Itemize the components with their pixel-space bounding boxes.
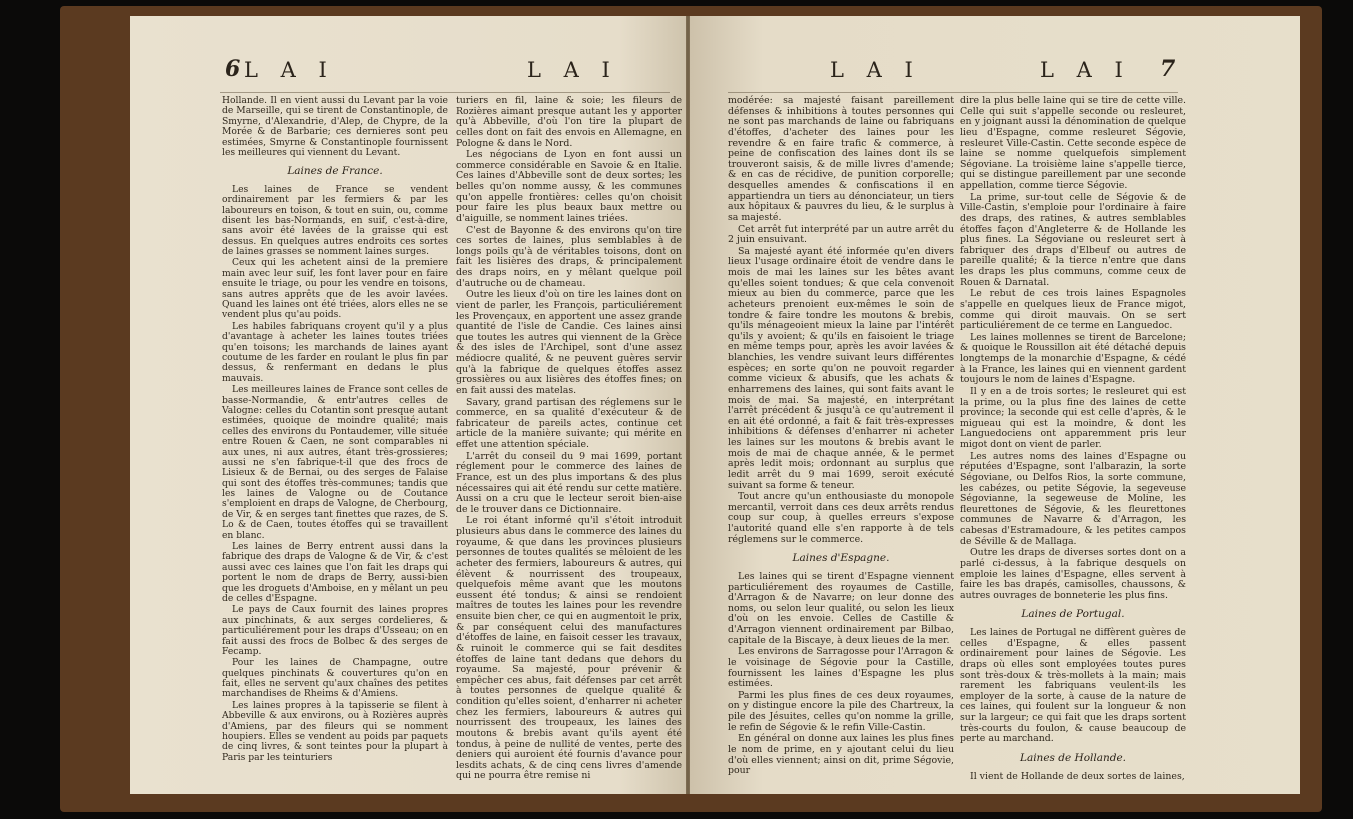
paragraph: modérée: sa majesté faisant pareillement défenses & inhibitions à toutes personnes qui ne sont pas marchands de laine ou fabriquans d'étoffes, d'acheter des laines pour les revendre & en faire trafic & commerce, à peine de confiscation des laines dont ils se trouveront saisis, & de mille livres d'amende; & en cas de récidive, de punition corporelle; desquelles amendes & confiscations il en appartiendra un tiers au dénonciateur, un tiers aux hôpitaux & pauvres du lieu, & le surplus à sa majesté. (728, 95, 954, 223)
paragraph: Les laines de Berry entrent aussi dans la fabrique des draps de Valogne & de Vir, & c'est aussi avec ces laines que l'on fait les draps qui portent le nom de draps de Berry, aussi-bien que les droguets d'Amboise, en y mêlant un peu de celles d'Espagne. (222, 541, 448, 604)
paragraph: Cet arrêt fut interprété par un autre arrêt du 2 juin ensuivant. (728, 223, 954, 246)
paragraph: Le roi étant informé qu'il s'étoit introduit plusieurs abus dans le commerce des laines du royaume, & que dans les provinces plusieurs personnes de toutes qualités se mêloient de les acheter des fermiers, laboureurs & autres, qui élèvent & nourrissent des troupeaux, quelquefois même avant que les moutons eussent été tondus; & ainsi se rendoient maîtres de toutes les laines pour les revendre ensuite bien cher, ce qui en augmentoit le prix, & par conséquent celui des manufactures d'étoffes de laine, en faisoit cesser les travaux, & ruinoit le commerce qui se fait desdites étoffes de laine tant dedans que dehors du royaume. Sa majesté, pour prévenir & empêcher ces abus, fait défenses par cet arrêt à toutes personnes de quelque qualité & condition qu'elles soient, d'enharrer ni acheter chez les fermiers, laboureurs & autres qui nourrissent des troupeaux, les laines des moutons & brebis avant qu'ils ayent été tondus, à peine de nullité de ventes, perte des deniers qui auroient été fournis d'avance pour lesdits achats, & de cinq cens livres d'amende qui ne pourra être remise ni (456, 515, 682, 782)
paragraph: Les laines mollennes se tirent de Barcelone; & quoique le Roussillon ait été détaché depuis longtemps de la monarchie d'Espagne, & cédé à la France, les laines qui en viennent gardent toujours le nom de laines d'Espagne. (960, 331, 1186, 386)
right-column-1 (728, 96, 954, 778)
paragraph: Tout ancre qu'un enthousiaste du monopole mercantil, verroit dans ces deux arrêts rendus coup sur coup, à quelles erreurs s'expose l'autorité quand elle s'en rapporte à de tels réglemens sur le commerce. (728, 491, 954, 545)
paragraph: Outre les draps de diverses sortes dont on a parlé ci-dessus, à la fabrique desquels on emploie les laines d'Espagne, elles servent à faire les bas drapés, camisolles, chaussons, & autres ouvrages de bonneterie les plus fins. (960, 547, 1186, 601)
left-running-head-1: L A I (244, 58, 335, 82)
left-head-rule (220, 92, 670, 93)
left-running-head-2: L A I (527, 58, 618, 82)
paragraph: La prime, sur-tout celle de Ségovie & de Ville-Castin, s'emploie pour l'ordinaire à faire des draps, des ratines, & autres semblables étoffes façon d'Angleterre & de Hollande les plus fines. La Ségoviane ou resleuret sert à fabriquer des draps d'Elbeuf ou autres de pareille qualité; & la tierce n'entre que dans les draps les plus communs, comme ceux de Rouen & Darnatal. (960, 191, 1186, 288)
section-heading: Laines d'Espagne. (792, 552, 890, 565)
paragraph: Il y en a de trois sortes; le resleuret qui est la prime, ou la plus fine des laines de cette province; la seconde qui est celle d'après, & le migueau qui est la moindre, & dont les Languedociens ont apparemment pris leur migot dont on vient de parler. (960, 385, 1186, 450)
paragraph: En général on donne aux laines les plus fines le nom de prime, en y ajoutant celui du lieu d'où elles viennent; ainsi on dit, prime Ségovie, pour (728, 733, 954, 777)
paragraph: Les meilleures laines de France sont celles de basse-Normandie, & entr'autres celles de Valogne: celles du Cotantin sont presque autant estimées, quoique de moindre qualité; mais celles des environs du Pontaudemer, ville située entre Rouen & Caen, ne sont comparables ni aux unes, ni aux autres, étant très-grossieres; aussi ne s'en fabrique-t-il que des frocs de Lisieux & de Bernai, ou des serges de Falaise qui sont des étoffes très-communes; tandis que les laines de Valogne ou de Coutance s'emploient en draps de Valogne, de Cherbourg, de Vir, & en serges tant finettes que razes, de S. Lo & de Caen, toutes étoffes qui se travaillent en blanc. (222, 384, 448, 541)
right-running-head-2: L A I (1040, 58, 1131, 82)
section-heading: Laines de Portugal. (1021, 608, 1125, 621)
paragraph: Il vient de Hollande de deux sortes de laines, (970, 770, 1185, 782)
paragraph: Savary, grand partisan des réglemens sur le commerce, en sa qualité d'exécuteur & de fabricateur de pareils actes, continue cet article de la manière suivante; qui mérite en effet une attention spéciale. (456, 396, 682, 450)
paragraph: Les laines qui se tirent d'Espagne viennent particuliérement des royaumes de Castille, d'Arragon & de Navarre; on leur donne des noms, ou selon leur qualité, ou selon les lieux d'où on les envoie. Celles de Castille & d'Arragon viennent ordinairement par Bilbao, capitale de la Biscaye, à deux lieues de la mer. (728, 570, 954, 646)
paragraph: Outre les lieux d'où on tire les laines dont on vient de parler, les François, particuliérement les Provençaux, en apportent une assez grande quantité de l'isle de Candie. Ces laines ainsi que toutes les autres qui viennent de la Grèce & des isles de l'Archipel, sont d'une assez médiocre qualité, & ne peuvent guères servir qu'à la fabrique de quelques étoffes assez grossières ou aux lisières des étoffes fines; on en fait aussi des matelas. (456, 289, 682, 396)
right-running-head-1: L A I (830, 58, 921, 82)
right-folio: 7 (1160, 56, 1176, 82)
right-column-2 (960, 96, 1186, 783)
section-heading: Laines de France. (287, 165, 383, 178)
paragraph: Les autres noms des laines d'Espagne ou réputées d'Espagne, sont l'albarazin, la sorte Ségoviane, ou Delfos Rios, la sorte commune, les cabézes, ou petite Ségovie, la segeveuse Ségovianne, la segeweuse de Moline, les fleurettones de Ségovie, & les fleurettones communes de Navarre & d'Arragon, les cabesas d'Estramadoure, & les petites campos de Séville & de Mallaga. (960, 450, 1186, 547)
left-column-1 (222, 96, 448, 764)
paragraph: Pour les laines de Champagne, outre quelques pinchinats & couvertures qu'on en fait, elles ne servent qu'aux chaînes des petites marchandises de Rheims & d'Amiens. (222, 657, 448, 700)
paragraph: L'arrêt du conseil du 9 mai 1699, portant réglement pour le commerce des laines de France, est un des plus importans & des plus nécessaires qui ait été rendu sur cette matière. Aussi on a cru que le lecteur seroit bien-aise de le trouver dans ce Dictionnaire. (456, 450, 682, 515)
paragraph: Les laines de Portugal ne diffèrent guères de celles d'Espagne, & elles passent ordinairement pour laines de Ségovie. Les draps où elles sont employées toutes pures sont très-doux & très-mollets à la main; mais rarement les fabriquans veulent-ils les employer de la sorte, à cause de la nature de ces laines, qui foulent sur la longueur & non sur la largeur; ce qui fait que les draps sortent très-courts du foulon, & cause beaucoup de perte au marchand. (960, 627, 1186, 745)
paragraph: Parmi les plus fines de ces deux royaumes, on y distingue encore la pile des Chartreux, la pile des Jésuites, celles qu'on nomme la grille, le refin de Ségovie & le refin Ville-Castin. (728, 689, 954, 733)
paragraph: C'est de Bayonne & des environs qu'on tire ces sortes de laines, plus semblables à de longs poils qu'à de véritables toisons, dont on fait les lisières des draps, & principalement des draps noirs, en y mêlant quelque poil d'autruche ou de chameau. (456, 224, 682, 289)
paragraph: Les laines de France se vendent ordinairement par les fermiers & par les laboureurs en toison, & tout en suin, ou, comme disent les bas-Normands, en suif, c'est-à-dire, sans avoir été lavées de la graisse qui est dessus. En quelques autres endroits ces sortes de laines grasses se nomment laines surges. (222, 183, 448, 258)
paragraph: Le rebut de ces trois laines Espagnoles s'appelle en quelques lieux de France migot, comme qui diroit mauvais. On se sert particuliérement de ce terme en Languedoc. (960, 288, 1186, 332)
left-column-2 (456, 96, 682, 783)
paragraph: Hollande. Il en vient aussi du Levant par la voie de Marseille, qui se tirent de Constantinople, de Smyrne, d'Alexandrie, d'Alep, de Chypre, de la Morée & de Barbarie; ces dernieres sont peu estimées, Smyrne & Constantinople fournissent les meilleures qui viennent du Levant. (222, 95, 448, 158)
right-head-rule (728, 92, 1178, 93)
paragraph: turiers en fil, laine & soie; les fileurs de Rozières aimant presque autant les y apporter qu'à Abbeville, d'où l'on tire la plupart de celles dont on fait des envois en Allemagne, en Pologne & dans le Nord. (456, 95, 682, 149)
paragraph: Les habiles fabriquans croyent qu'il y a plus d'avantage à acheter les laines toutes triées qu'en toisons; les marchands de laines ayant coutume de les farder en roulant le plus fin par dessus, & renfermant en dedans le plus mauvais. (222, 320, 448, 384)
paragraph: Le pays de Caux fournit des laines propres aux pinchinats, & aux serges cordelieres, & particuliérement pour les draps d'Usseau; on en fait aussi des frocs de Bolbec & des serges de Fecamp. (222, 604, 448, 657)
paragraph: Ceux qui les achetent ainsi de la premiere main avec leur suif, les font laver pour en faire ensuite le triage, ou pour les vendre en toisons, sans autres apprêts que de les avoir lavées. Quand les laines ont été triées, alors elles ne se vendent plus qu'au poids. (222, 257, 448, 321)
paragraph: dire la plus belle laine qui se tire de cette ville. Celle qui suit s'appelle seconde ou resleuret, en y joignant aussi la dénomination de quelque lieu d'Espagne, comme resleuret Ségovie, resleuret Ville-Castin. Cette seconde espèce de laine se nomme quelquefois simplement Ségoviane. La troisième laine s'appelle tierce, qui se distingue pareillement par une seconde appellation, comme tierce Ségovie. (960, 95, 1186, 191)
paragraph: Les environs de Sarragosse pour l'Arragon & le voisinage de Ségovie pour la Castille, fournissent les laines d'Espagne les plus estimées. (728, 646, 954, 690)
paragraph: Les négocians de Lyon en font aussi un commerce considérable en Savoie & en Italie. Ces laines d'Abbeville sont de deux sortes; les belles qu'on nomme aussy, & les communes qu'on appelle frontières: celles qu'on choisit pour faire les plus beaux baux mettre ou d'aiguille, se nomment laines triées. (456, 149, 682, 224)
paragraph: Les laines propres à la tapisserie se filent à Abbeville & aux environs, ou à Rozières auprès d'Amiens, par des fileurs qui se nomment houpiers. Elles se vendent au poids par paquets de cinq livres, & sont teintes pour la plupart à Paris par les teinturiers (222, 699, 448, 763)
section-heading: Laines de Hollande. (1019, 751, 1127, 764)
paragraph: Sa majesté ayant été informée qu'en divers lieux l'usage ordinaire étoit de vendre dans le mois de mai les laines sur les bêtes avant qu'elles soient tondues; & que cela convenoit mieux au bien du commerce, parce que les acheteurs prenoient eux-mêmes le soin de tondre & faire tondre les moutons & brebis, qu'ils ménageoient mieux la laine par l'intérêt qu'ils y avoient; & qu'ils en faisoient le triage en même temps pour, après les avoir lavées & blanchies, les vendre suivant leurs différentes espèces; en sorte qu'on ne pouvoit regarder comme vicieux & abusifs, que les achats & enharremens des laines, qui sont faits avant le mois de mai. Sa majesté, en interprétant l'arrêt précédent & jusqu'à ce qu'autrement il en ait été ordonné, a fait & fait très-expresses inhibitions & défenses d'enharrer ni acheter les laines sur les moutons & brebis avant le mois de mai de chaque année, & le permet après ledit mois; ordonnant au surplus que ledit arrêt du 9 mai 1699, seroit exécuté suivant sa forme & teneur. (728, 245, 954, 491)
left-folio: 6 (225, 56, 241, 82)
